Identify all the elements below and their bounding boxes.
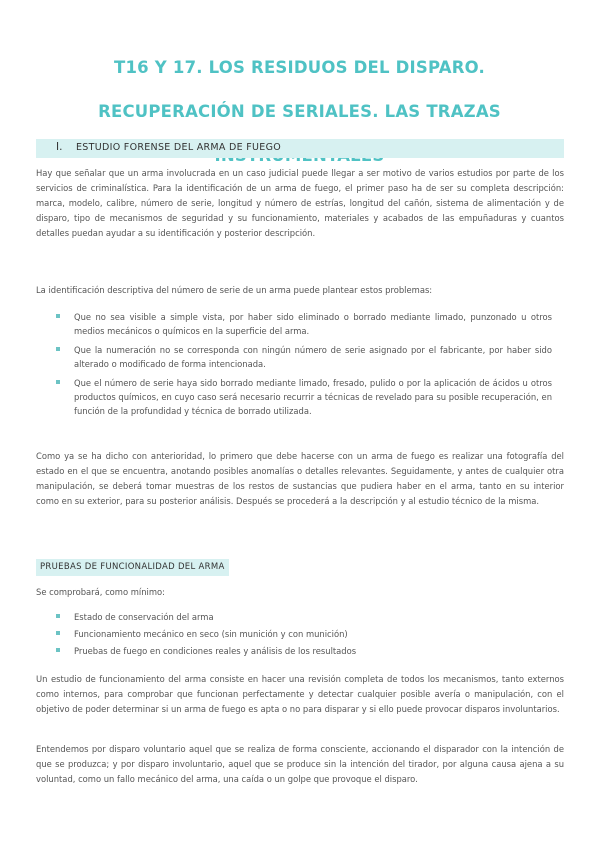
- paragraph-voluntary-shot: Entendemos por disparo voluntario aquel que se realiza de forma consciente, accionando el disparador con la intención de que se produzca; y por disparo involuntario, aquel que se produce sin la intención del tirador, por alguna causa ajena a su voluntad, como un fallo mecánico del arma, una caída o un golpe que provoque el disparo.: [36, 744, 564, 784]
- bullet-icon: [56, 614, 60, 618]
- paragraph-serial-problems: La identificación descriptiva del número de serie de un arma puede plantear estos problemas:: [36, 285, 433, 295]
- section-heading: [36, 139, 564, 158]
- subsection-heading: PRUEBAS DE FUNCIONALIDAD DEL ARMA: [36, 559, 229, 576]
- bullet-icon: [56, 648, 60, 652]
- list-item-text: Que la numeración no se corresponda con ningún número de serie asignado por el fabricante, por haber sido alterado o modificado de forma intencionada.: [74, 345, 552, 369]
- document-title: T16 Y 17. LOS RESIDUOS DEL DISPARO. RECUPERACIÓN DE SERIALES. LAS TRAZAS: [98, 58, 501, 121]
- list-item-text: Estado de conservación del arma: [74, 612, 214, 622]
- bullet-icon: [56, 347, 60, 351]
- list-item: [36, 610, 552, 624]
- paragraph-intro: Hay que señalar que un arma involucrada en un caso judicial puede llegar a ser motivo de varios estudios por parte de los servicios de criminalística. Para la identificación de un arma de fuego, el primer paso ha de ser su completa descripción: marca, modelo, calibre, número de serie, longitud y número de estrías, longitud del cañón, sistema de alimentación y de disparo, tipo de mecanismos de seguridad y su funcionamiento, materiales y acabados de las empuñaduras y cuantos detalles puedan ayudar a su identificación y posterior descripción.: [36, 168, 564, 238]
- serial-problems-list: [36, 310, 552, 423]
- list-item-text: Funcionamiento mecánico en seco (sin munición y con munición): [74, 629, 348, 639]
- list-item: [36, 310, 552, 338]
- list-item: [36, 376, 552, 418]
- list-item: [36, 343, 552, 371]
- checks-list: [36, 610, 552, 661]
- bullet-icon: [56, 314, 60, 318]
- list-item: [36, 627, 552, 641]
- paragraph-functionality: Un estudio de funcionamiento del arma consiste en hacer una revisión completa de todos los mecanismos, tanto externos como internos, para comprobar que funcionan perfectamente y detectar cualquier posible avería o manipulación, con el objetivo de poder determinar si un arma de fuego es apta o no para disparar y si ello puede provocar disparos involuntarios.: [36, 674, 564, 714]
- list-item-text: Que el número de serie haya sido borrado mediante limado, fresado, pulido o por la aplicación de ácidos u otros productos químicos, en cuyo caso será necesario recurrir a técnicas de revelado para su posible recuperación, en función de la profundidad y técnica de borrado utilizada.: [74, 378, 552, 416]
- list-item-text: Pruebas de fuego en condiciones reales y análisis de los resultados: [74, 646, 357, 656]
- list-item: [36, 644, 552, 658]
- section-number: I.: [56, 141, 63, 153]
- section-label: ESTUDIO FORENSE DEL ARMA DE FUEGO: [76, 142, 282, 153]
- bullet-icon: [56, 631, 60, 635]
- paragraph-minimum-checks: Se comprobará, como mínimo:: [36, 587, 165, 597]
- bullet-icon: [56, 380, 60, 384]
- paragraph-procedure: Como ya se ha dicho con anterioridad, lo primero que debe hacerse con un arma de fuego es realizar una fotografía del estado en el que se encuentra, anotando posibles anomalías o detalles relevantes. Seguidamente, y antes de cualquier otra manipulación, se deberá tomar muestras de los restos de sustancias que pudiera haber en el arma, tanto en su interior como en su exterior, para su posterior análisis. Después se procederá a la descripción y al estudio técnico de la misma.: [36, 451, 564, 506]
- list-item-text: Que no sea visible a simple vista, por haber sido eliminado o borrado mediante limado, punzonado u otros medios mecánicos o químicos en la superficie del arma.: [74, 312, 552, 336]
